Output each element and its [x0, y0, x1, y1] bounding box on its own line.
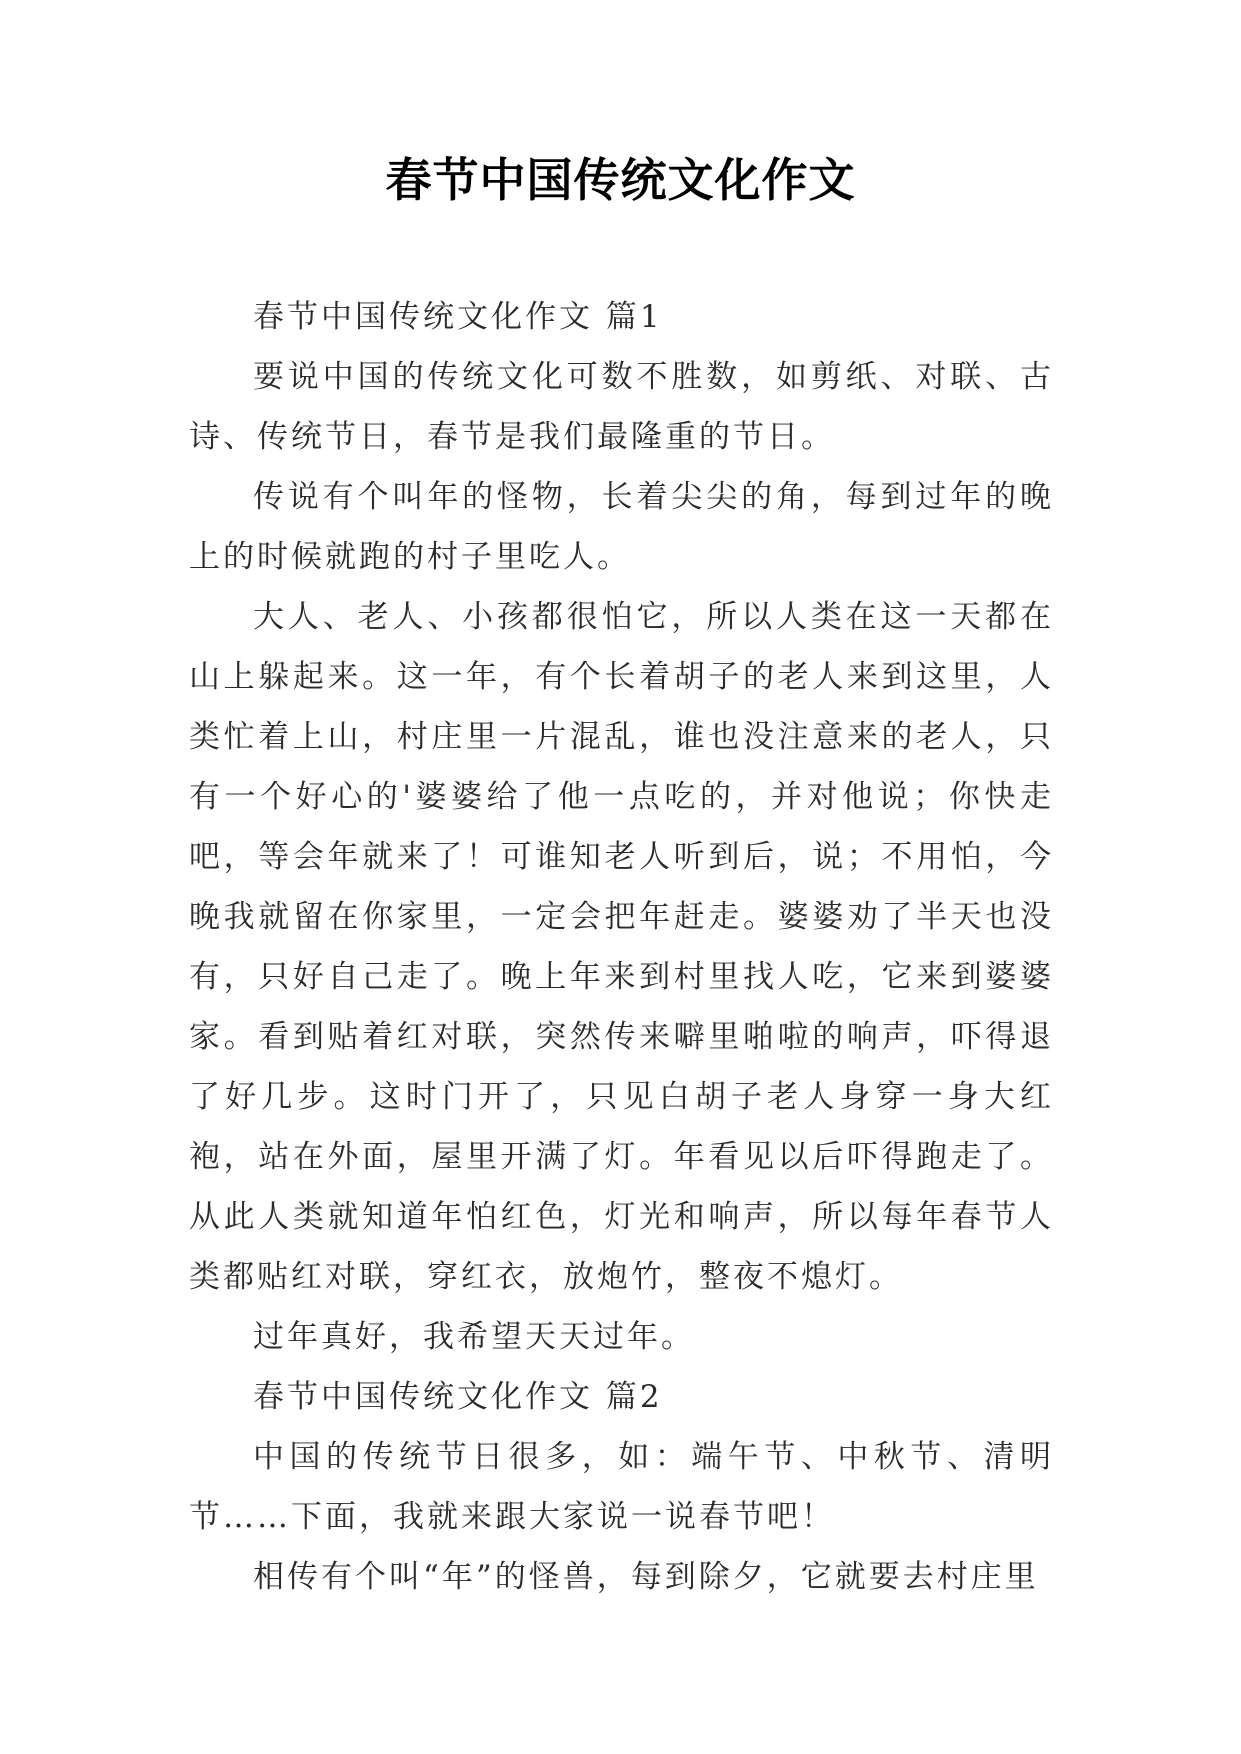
paragraph: 过年真好，我希望天天过年。 — [253, 1319, 695, 1355]
paragraph: 要说中国的传统文化可数不胜数，如剪纸、对联、古诗、传统节日，春节是我们最隆重的节日。 — [189, 359, 1054, 455]
paragraph: 相传有个叫“年”的怪兽，每到除夕，它就要去村庄里 — [253, 1559, 1039, 1595]
document-title: 春节中国传统文化作文 — [385, 153, 856, 207]
essay-heading-1: 春节中国传统文化作文 篇1 — [253, 299, 663, 335]
essay-heading-2: 春节中国传统文化作文 篇2 — [253, 1379, 663, 1415]
document-body — [189, 287, 1054, 1607]
paragraph: 传说有个叫年的怪物，长着尖尖的角，每到过年的晚上的时候就跑的村子里吃人。 — [189, 479, 1054, 575]
paragraph: 中国的传统节日很多，如：端午节、中秋节、清明节……下面，我就来跟大家说一说春节吧！ — [189, 1439, 1054, 1535]
paragraph: 大人、老人、小孩都很怕它，所以人类在这一天都在山上躲起来。这一年，有个长着胡子的老人来到这里，人类忙着上山，村庄里一片混乱，谁也没注意来的老人，只有一个好心的'婆婆给了他一点吃的，并对他说；你快走吧，等会年就来了！可谁知老人听到后，说；不用怕，今晚我就留在你家里，一定会把年赶走。婆婆劝了半天也没有，只好自己走了。晚上年来到村里找人吃，它来到婆婆家。看到贴着红对联，突然传来噼里啪啦的响声，吓得退了好几步。这时门开了，只见白胡子老人身穿一身大红袍，站在外面，屋里开满了灯。年看见以后吓得跑走了。从此人类就知道年怕红色，灯光和响声，所以每年春节人类都贴红对联，穿红衣，放炮竹，整夜不熄灯。 — [189, 599, 1054, 1295]
